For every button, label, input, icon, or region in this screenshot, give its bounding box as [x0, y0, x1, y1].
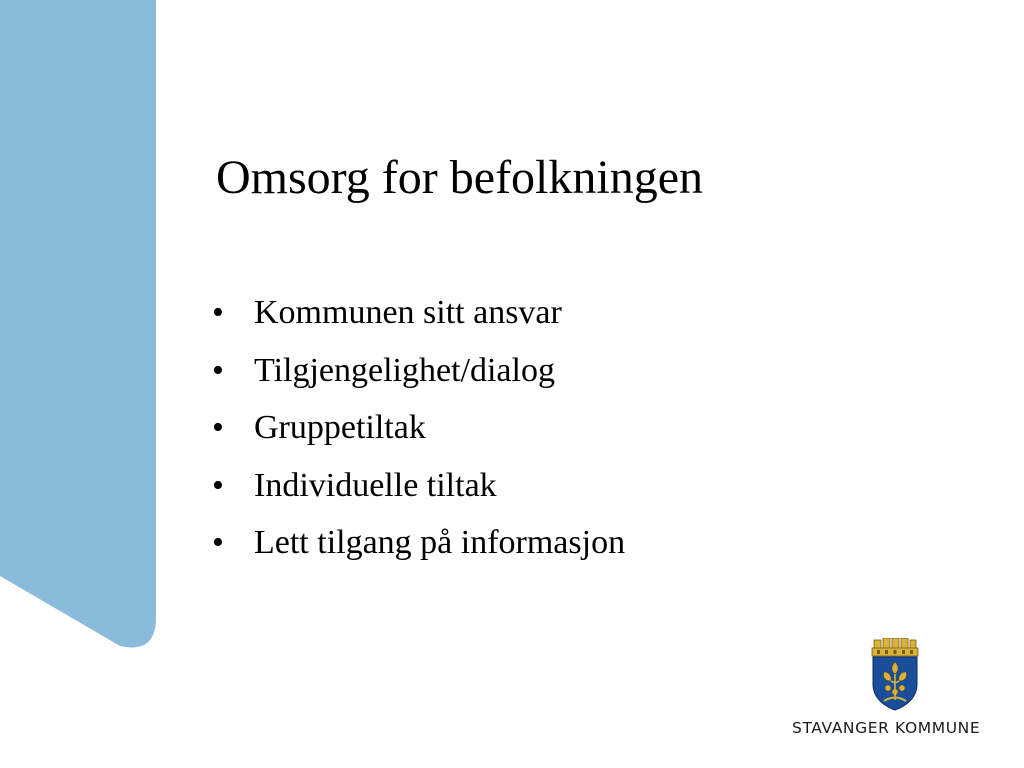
organization-name: STAVANGER KOMMUNE [792, 719, 981, 737]
bullet-text: Lett tilgang på informasjon [254, 524, 626, 561]
bullet-dot: • [212, 466, 224, 504]
bullet-dot: • [212, 294, 224, 331]
bullet-text: Kommunen sitt ansvar [254, 294, 562, 331]
bullet-item [212, 520, 625, 578]
bullet-item [212, 405, 625, 463]
slide-title: Omsorg for befolkningen [216, 151, 704, 204]
bullet-dot: • [212, 524, 224, 561]
bullet-item [212, 348, 625, 406]
coat-of-arms-icon [868, 638, 920, 712]
bullet-item [212, 290, 625, 348]
bullet-text: Gruppetiltak [254, 409, 426, 446]
bullet-dot: • [212, 409, 224, 446]
bullet-list [212, 290, 625, 578]
bullet-dot: • [212, 351, 224, 389]
decorative-side-band [0, 0, 160, 660]
bullet-text: Individuelle tiltak [254, 466, 497, 504]
bullet-item [212, 463, 625, 521]
bullet-text: Tilgjengelighet/dialog [254, 351, 555, 389]
